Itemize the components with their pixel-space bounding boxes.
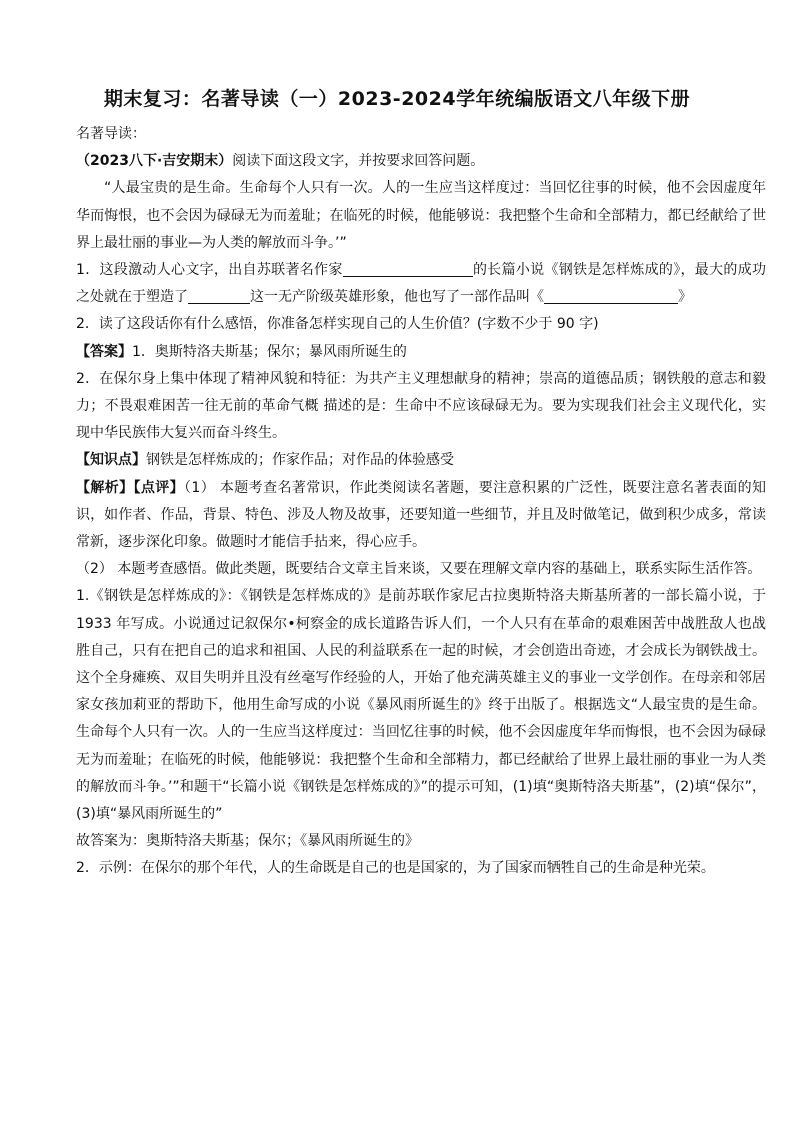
quote-passage: “人最宝贵的是生命。生命每个人只有一次。人的一生应当这样度过：当回忆往事的时候，他不会因虚度年华而悔恨，也不会因为碌碌无为而羞耻；在临死的时候，他能够说：我把整个生命和全部精力，都已经献给了世界上最壮丽的事业—为人类的解放而斗争。’” bbox=[76, 180, 766, 251]
answer-section bbox=[76, 339, 766, 366]
answer-2: 2．在保尔身上集中体现了精神风貌和特征：为共产主义理想献身的精神；崇高的道德品质；钢铁般的意志和毅力；不畏艰难困苦一往无前的革命气概 描述的是：生命中不应该碌碌无为。要为实现我们社会主义现代化，实现中华民族伟大复兴而奋斗终生。 bbox=[76, 370, 766, 442]
knowledge-section bbox=[76, 447, 766, 474]
q1-text-d: 》 bbox=[678, 289, 692, 306]
hero-blank[interactable] bbox=[188, 287, 250, 304]
question-2: 2．读了这段话你有什么感悟，你准备怎样实现自己的人生价值？(字数不少于 90 字) bbox=[76, 316, 599, 333]
question-1 bbox=[76, 257, 766, 311]
q1-text-c: 这一无产阶级英雄形象，他也写了一部作品叫《 bbox=[250, 289, 544, 306]
analysis-2: （2） 本题考查感悟。做此类题，既要结合文章主旨来谈，又要在理解文章内容的基础上，联系实际生活作答。 bbox=[76, 561, 762, 578]
final-answer: 故答案为：奥斯特洛夫斯基；保尔；《暴风雨所诞生的》 bbox=[76, 833, 419, 850]
analysis-3: 1.《钢铁是怎样炼成的》：《钢铁是怎样炼成的》是前苏联作家尼古拉奥斯特洛夫斯基所著的一部长篇小说，于1933 年写成。小说通过记叙保尔•柯察金的成长道路告诉人们，一个人只有在革命的艰难困苦中战胜敌人也战胜自己，只有在把自己的追求和祖国、人民的利益联系在一起的时候，才会创造出奇迹，才会成长为钢铁战士。这个全身瘫痪、双目失明并且没有丝毫写作经验的人，开始了他充满英雄主义的事业一文学创作。在母亲和邻居家女孩加莉亚的帮助下，他用生命写成的小说《暴风雨所诞生的》终于出版了。根据选文“人最宝贵的是生命。生命每个人只有一次。人的一生应当这样度过：当回忆往事的时候，他不会因虚度年华而悔恨，也不会因为碌碌无为而羞耻；在临死的时候，他能够说：我把整个生命和全部精力，都已经献给了世界上最壮丽的事业一为人类的解放而斗争。’”和题干“长篇小说《钢铁是怎样炼成的》”的提示可知，(1)填“奥斯特洛夫斯基”，(2)填“保尔”，(3)填“暴风雨所诞生的” bbox=[76, 588, 766, 823]
answer-label: 【答案】 bbox=[76, 343, 132, 360]
question-source bbox=[76, 148, 766, 175]
analysis-section bbox=[76, 475, 766, 557]
answer-1: 1．奥斯特洛夫斯基；保尔；暴风雨所诞生的 bbox=[132, 343, 407, 360]
work-blank[interactable] bbox=[544, 287, 678, 304]
q1-text-b: 的长篇小说《钢铁是怎样炼成的》，最大的成功之处就在于塑造了 bbox=[76, 262, 767, 306]
q1-text-a: 1．这段激动人心文字，出自苏联著名作家 bbox=[76, 262, 343, 279]
page-title: 期末复习：名著导读（一）2023-2024学年统编版语文八年级下册 bbox=[103, 88, 691, 110]
source-tag: （2023八下·吉安期末） bbox=[76, 153, 233, 170]
analysis-1: （1） 本题考查名著常识，作此类阅读名著题，要注意积累的广泛性，既要注意名著表面的知识，如作者、作品，背景、特色、涉及人物及故事，还要知道一些细节，并且及时做笔记，做到积少成多，常读常新，逐步深化印象。做题时才能信手拈来，得心应手。 bbox=[76, 479, 766, 551]
section-label: 名著导读： bbox=[76, 126, 146, 142]
knowledge-label: 【知识点】 bbox=[76, 452, 146, 469]
source-instruction: 阅读下面这段文字，并按要求回答问题。 bbox=[232, 153, 485, 170]
example-answer: 2．示例：在保尔的那个年代，人的生命既是自己的也是国家的，为了国家而牺牲自己的生命是种光荣。 bbox=[76, 860, 715, 877]
document-body bbox=[76, 121, 766, 883]
knowledge-text: 钢铁是怎样炼成的；作家作品；对作品的体验感受 bbox=[146, 452, 454, 469]
author-blank[interactable] bbox=[343, 260, 473, 277]
analysis-label: 【解析】【点评】 bbox=[76, 479, 185, 496]
